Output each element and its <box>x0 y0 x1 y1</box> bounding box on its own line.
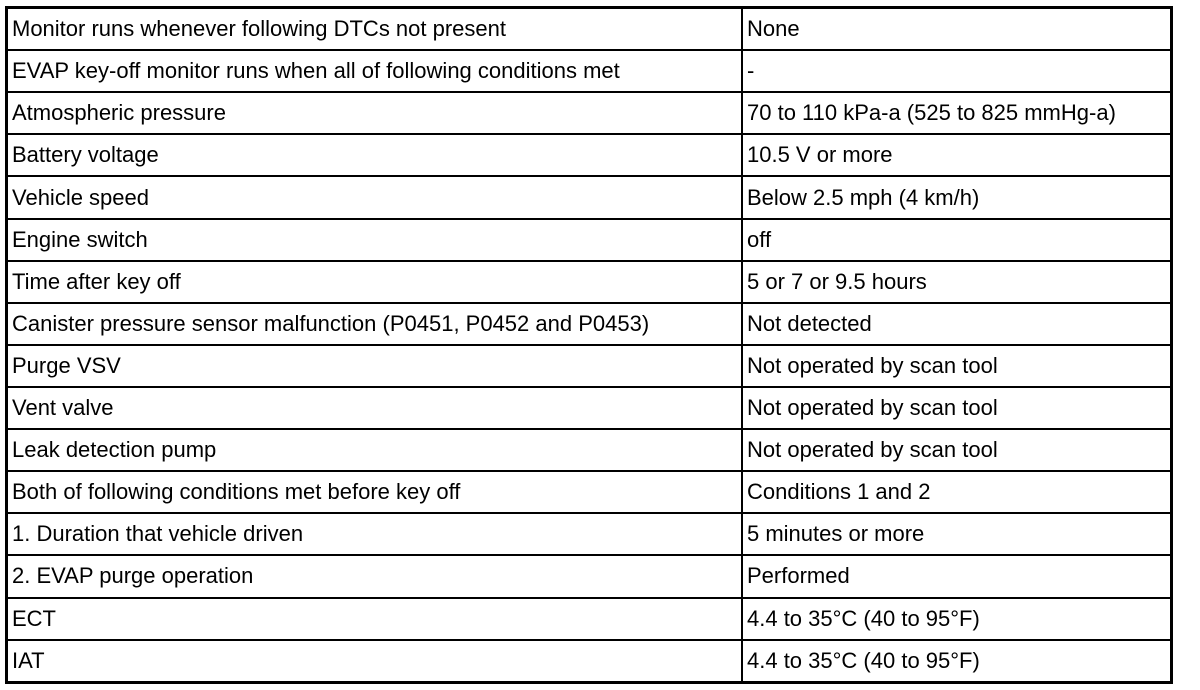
conditions-table-body <box>7 8 1172 683</box>
condition-item-cell: Canister pressure sensor malfunction (P0451, P0452 and P0453) <box>7 303 743 345</box>
condition-value-cell: Not operated by scan tool <box>742 387 1172 429</box>
table-row <box>7 345 1172 387</box>
condition-item-cell: ECT <box>7 598 743 640</box>
table-row <box>7 261 1172 303</box>
table-row <box>7 219 1172 261</box>
condition-value-cell: None <box>742 8 1172 51</box>
table-row <box>7 387 1172 429</box>
condition-item-cell: Atmospheric pressure <box>7 92 743 134</box>
condition-item-cell: Vehicle speed <box>7 176 743 218</box>
table-row <box>7 471 1172 513</box>
condition-value-cell: Not detected <box>742 303 1172 345</box>
condition-item-cell: Battery voltage <box>7 134 743 176</box>
condition-value-cell: - <box>742 50 1172 92</box>
condition-item-cell: Monitor runs whenever following DTCs not present <box>7 8 743 51</box>
condition-value-cell: off <box>742 219 1172 261</box>
table-row <box>7 50 1172 92</box>
condition-item-cell: Engine switch <box>7 219 743 261</box>
monitor-conditions-table <box>5 6 1173 684</box>
table-row <box>7 8 1172 51</box>
condition-item-cell: Vent valve <box>7 387 743 429</box>
table-row <box>7 555 1172 597</box>
table-row <box>7 303 1172 345</box>
table-row <box>7 640 1172 683</box>
table-row <box>7 513 1172 555</box>
condition-item-cell: Both of following conditions met before key off <box>7 471 743 513</box>
condition-value-cell: 5 or 7 or 9.5 hours <box>742 261 1172 303</box>
condition-item-cell: Leak detection pump <box>7 429 743 471</box>
condition-value-cell: Not operated by scan tool <box>742 429 1172 471</box>
table-row <box>7 134 1172 176</box>
table-row <box>7 92 1172 134</box>
condition-value-cell: 4.4 to 35°C (40 to 95°F) <box>742 598 1172 640</box>
condition-item-cell: Purge VSV <box>7 345 743 387</box>
table-row <box>7 176 1172 218</box>
table-row <box>7 429 1172 471</box>
condition-value-cell: 4.4 to 35°C (40 to 95°F) <box>742 640 1172 683</box>
condition-value-cell: 10.5 V or more <box>742 134 1172 176</box>
table-row <box>7 598 1172 640</box>
condition-value-cell: 5 minutes or more <box>742 513 1172 555</box>
condition-value-cell: Below 2.5 mph (4 km/h) <box>742 176 1172 218</box>
condition-value-cell: Conditions 1 and 2 <box>742 471 1172 513</box>
condition-value-cell: 70 to 110 kPa-a (525 to 825 mmHg-a) <box>742 92 1172 134</box>
condition-item-cell: EVAP key-off monitor runs when all of following conditions met <box>7 50 743 92</box>
condition-value-cell: Not operated by scan tool <box>742 345 1172 387</box>
condition-item-cell: 1. Duration that vehicle driven <box>7 513 743 555</box>
condition-value-cell: Performed <box>742 555 1172 597</box>
condition-item-cell: IAT <box>7 640 743 683</box>
condition-item-cell: Time after key off <box>7 261 743 303</box>
condition-item-cell: 2. EVAP purge operation <box>7 555 743 597</box>
